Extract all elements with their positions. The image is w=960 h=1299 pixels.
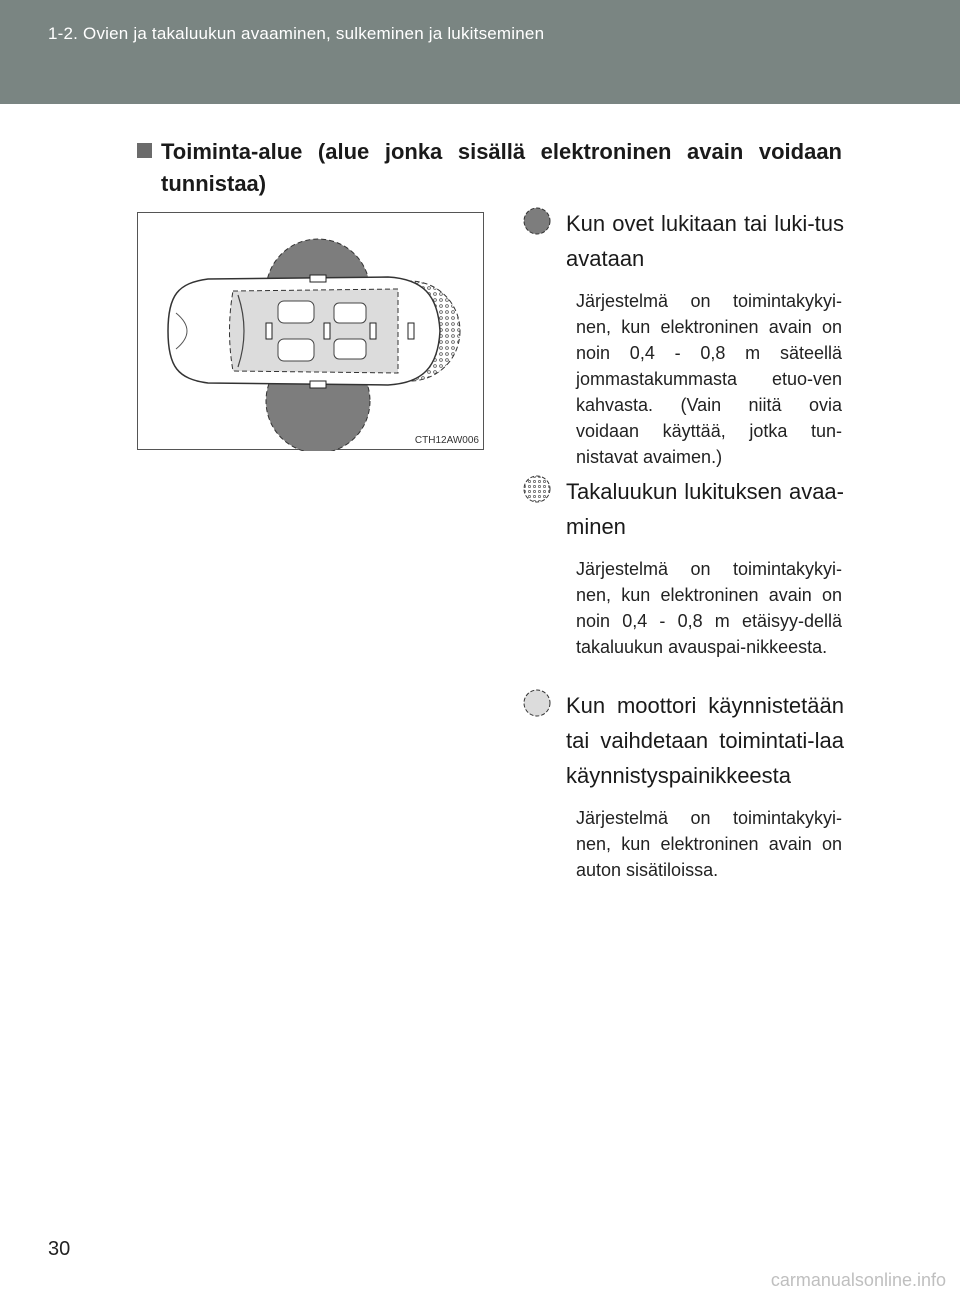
figure-code: CTH12AW006: [414, 435, 479, 446]
rear-seat-right: [334, 339, 366, 359]
antenna-rear-hatch: [408, 323, 414, 339]
antenna-rear-cabin: [370, 323, 376, 339]
antenna-front-cabin: [266, 323, 272, 339]
antenna-left-door: [310, 275, 326, 282]
legend-item-engine: [522, 688, 844, 883]
front-seat-left: [278, 301, 314, 323]
dotted-circle-icon: [522, 474, 552, 504]
detection-range-figure: [137, 212, 484, 450]
chapter-header-band: [0, 0, 960, 104]
legend-title-hatch: Takaluukun lukituksen avaa-minen: [566, 479, 844, 539]
legend-title-doors: Kun ovet lukitaan tai luki-tus avataan: [566, 211, 844, 271]
section-heading-text: Toiminta-alue (alue jonka sisällä elektroninen avain voidaan tunnistaa): [161, 139, 842, 196]
watermark: carmanualsonline.info: [770, 1270, 946, 1290]
antenna-mid-cabin: [324, 323, 330, 339]
legend-body-hatch: Järjestelmä on toimintakykyi-nen, kun elektroninen avain on noin 0,4 - 0,8 m etäisyy-dellä takaluukun avauspai-nikkeesta.: [576, 559, 842, 657]
legend-body-engine: Järjestelmä on toimintakykyi-nen, kun elektroninen avain on auton sisätiloissa.: [576, 808, 842, 880]
front-seat-right: [278, 339, 314, 361]
light-circle-icon: [522, 688, 552, 718]
legend-item-hatch: [522, 474, 844, 660]
rear-seat-left: [334, 303, 366, 323]
antenna-right-door: [310, 381, 326, 388]
page-number: 30: [48, 1238, 71, 1260]
legend-title-engine: Kun moottori käynnistetään tai vaihdetaan toimintati-laa käynnistyspainikkeesta: [566, 693, 844, 788]
chapter-title: 1-2. Ovien ja takaluukun avaaminen, sulkeminen ja lukitseminen: [48, 24, 545, 43]
legend-body-doors: Järjestelmä on toimintakykyi-nen, kun elektroninen avain on noin 0,4 - 0,8 m säteellä jommastakummasta etuo-ven kahvasta. (Vain niitä ovia voidaan käyttää, jotka tun-nistavat avaimen.): [576, 291, 842, 467]
section-heading: [137, 136, 842, 200]
square-bullet-icon: [137, 143, 152, 158]
dark-circle-icon: [522, 206, 552, 236]
car-top-view-illustration: [138, 213, 485, 451]
legend-item-doors: [522, 206, 844, 470]
